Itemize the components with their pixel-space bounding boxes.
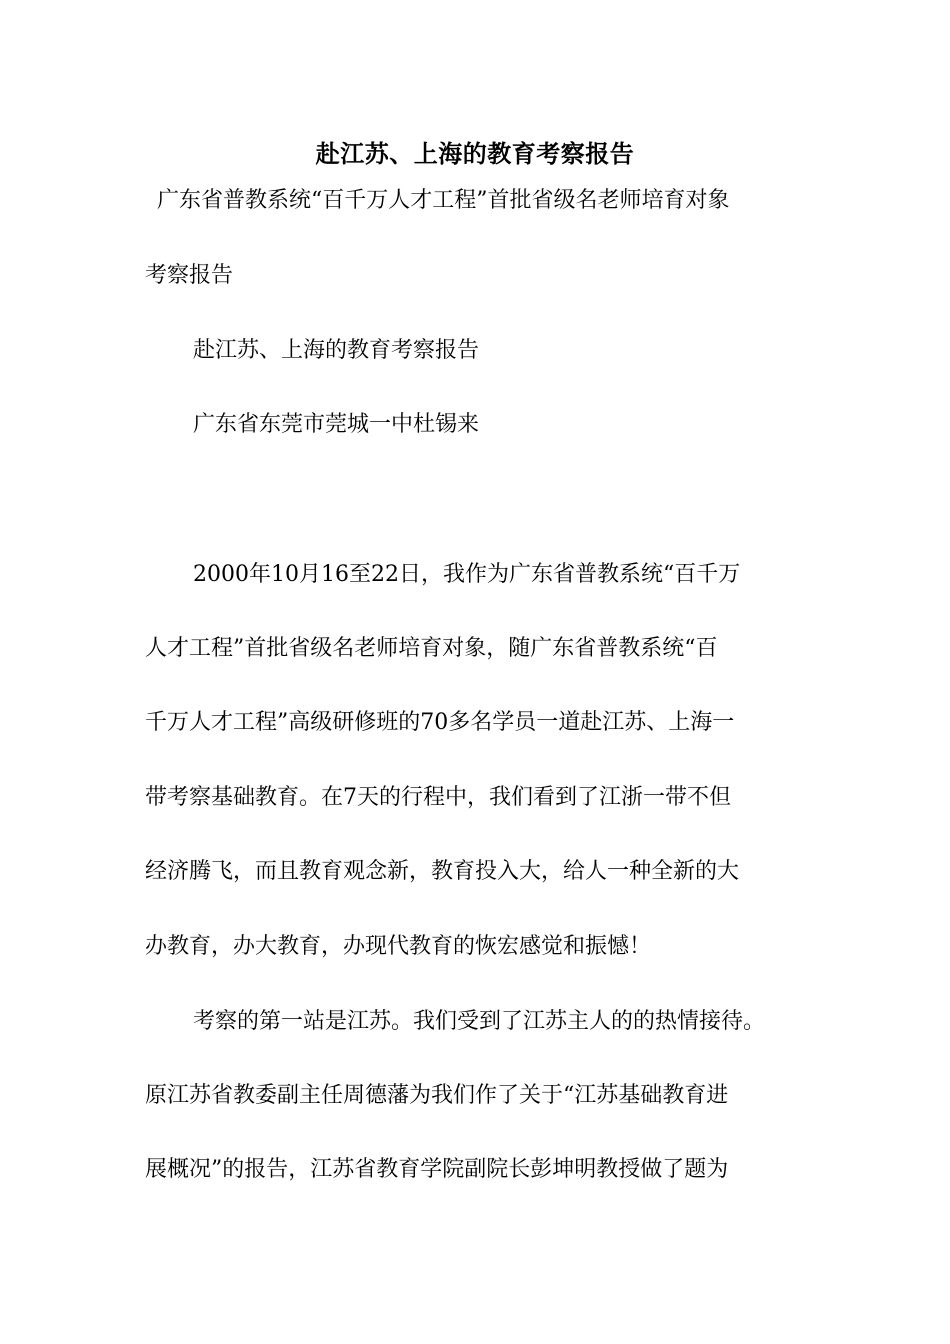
paragraph-1-line-4: 带考察基础教育。在7天的行程中，我们看到了江浙一带不但 <box>145 785 731 810</box>
paragraph-2-line-3: 展概况”的报告，江苏省教育学院副院长彭坤明教授做了题为 <box>145 1157 729 1182</box>
heading-repeat: 赴江苏、上海的教育考察报告 <box>193 338 480 363</box>
document-title: 赴江苏、上海的教育考察报告 <box>315 139 635 168</box>
paragraph-1-line-5: 经济腾飞，而且教育观念新，教育投入大，给人一种全新的大 <box>145 859 740 884</box>
paragraph-1-line-3: 千万人才工程”高级研修班的70多名学员一道赴江苏、上海一 <box>145 710 735 735</box>
paragraph-2-line-1: 考察的第一站是江苏。我们受到了江苏主人的的热情接待。 <box>193 1009 766 1034</box>
paragraph-2-line-2: 原江苏省教委副主任周德藩为我们作了关于“江苏基础教育进 <box>145 1083 729 1108</box>
subtitle-line-1: 广东省普教系统“百千万人才工程”首批省级名老师培育对象 <box>157 188 730 213</box>
author-line: 广东省东莞市莞城一中杜锡来 <box>193 412 480 437</box>
paragraph-1-line-6: 办教育，办大教育，办现代教育的恢宏感觉和振憾！ <box>145 934 652 959</box>
paragraph-1-line-2: 人才工程”首批省级名老师培育对象，随广东省普教系统“百 <box>145 636 718 661</box>
paragraph-1-line-1: 2000年10月16至22日，我作为广东省普教系统“百千万 <box>193 562 741 587</box>
subtitle-line-2: 考察报告 <box>145 263 234 288</box>
